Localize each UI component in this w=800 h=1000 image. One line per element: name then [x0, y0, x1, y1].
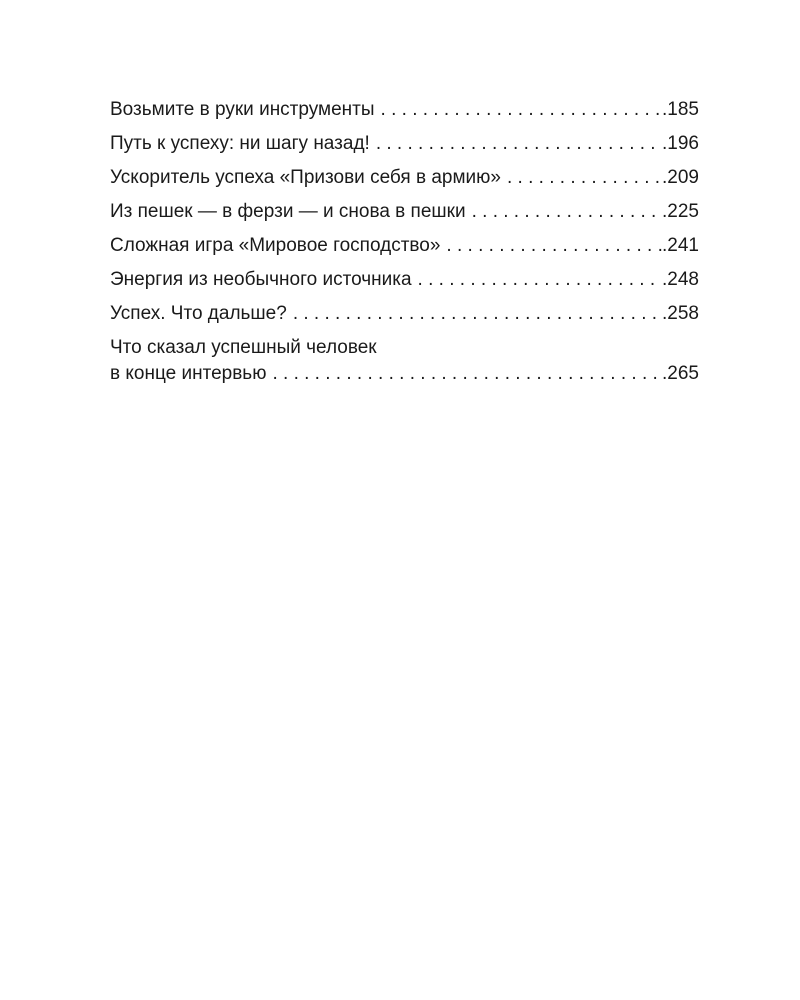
toc-entry-title: Сложная игра «Мировое господство» [110, 235, 441, 256]
toc-entry[interactable] [110, 97, 699, 123]
toc-entry-page-number: . 196 [662, 131, 699, 157]
toc-entry-line [110, 131, 699, 157]
toc-entry[interactable] [110, 131, 699, 157]
dot-leader [412, 267, 662, 293]
dot-leader [266, 361, 662, 387]
toc-entry-title: Возьмите в руки инструменты [110, 99, 375, 120]
toc-entry-title: Ускоритель успеха «Призови себя в армию» [110, 167, 501, 188]
toc-entry[interactable] [110, 335, 699, 387]
toc-entry-title: Успех. Что дальше? [110, 303, 287, 324]
dot-leader [440, 233, 662, 259]
toc-entry-line [110, 301, 699, 327]
toc-entry-title-line [110, 335, 699, 361]
toc-entry-page-number: . 209 [662, 165, 699, 191]
toc-entry-title-continued: в конце интервью [110, 363, 267, 384]
toc-entry-page-number: . 248 [662, 267, 699, 293]
toc-entry-line [110, 199, 699, 225]
toc-entry-page-number: . 225 [662, 199, 699, 225]
dot-leader [287, 301, 662, 327]
dot-leader [501, 165, 662, 191]
toc-entry[interactable] [110, 267, 699, 293]
toc-entry-page-number: . 241 [662, 233, 699, 259]
toc-entry-page-number: . 185 [662, 97, 699, 123]
toc-entry-title: Что сказал успешный человек [110, 337, 377, 358]
dot-leader [370, 131, 662, 157]
toc-entry-line [110, 267, 699, 293]
toc-entry-title: Путь к успеху: ни шагу назад! [110, 133, 370, 154]
toc-entry-page-number: . 258 [662, 301, 699, 327]
toc-entry-line [110, 165, 699, 191]
toc-entry[interactable] [110, 301, 699, 327]
table-of-contents [110, 97, 699, 395]
toc-entry-line [110, 233, 699, 259]
toc-entry-page-number: . 265 [662, 361, 699, 387]
dot-leader [375, 97, 663, 123]
toc-entry-title: Из пешек — в ферзи — и снова в пешки [110, 201, 466, 222]
toc-entry[interactable] [110, 233, 699, 259]
toc-entry[interactable] [110, 165, 699, 191]
toc-entry-line [110, 97, 699, 123]
toc-entry[interactable] [110, 199, 699, 225]
toc-entry-title: Энергия из необычного источника [110, 269, 412, 290]
toc-entry-line [110, 361, 699, 387]
dot-leader [466, 199, 662, 225]
